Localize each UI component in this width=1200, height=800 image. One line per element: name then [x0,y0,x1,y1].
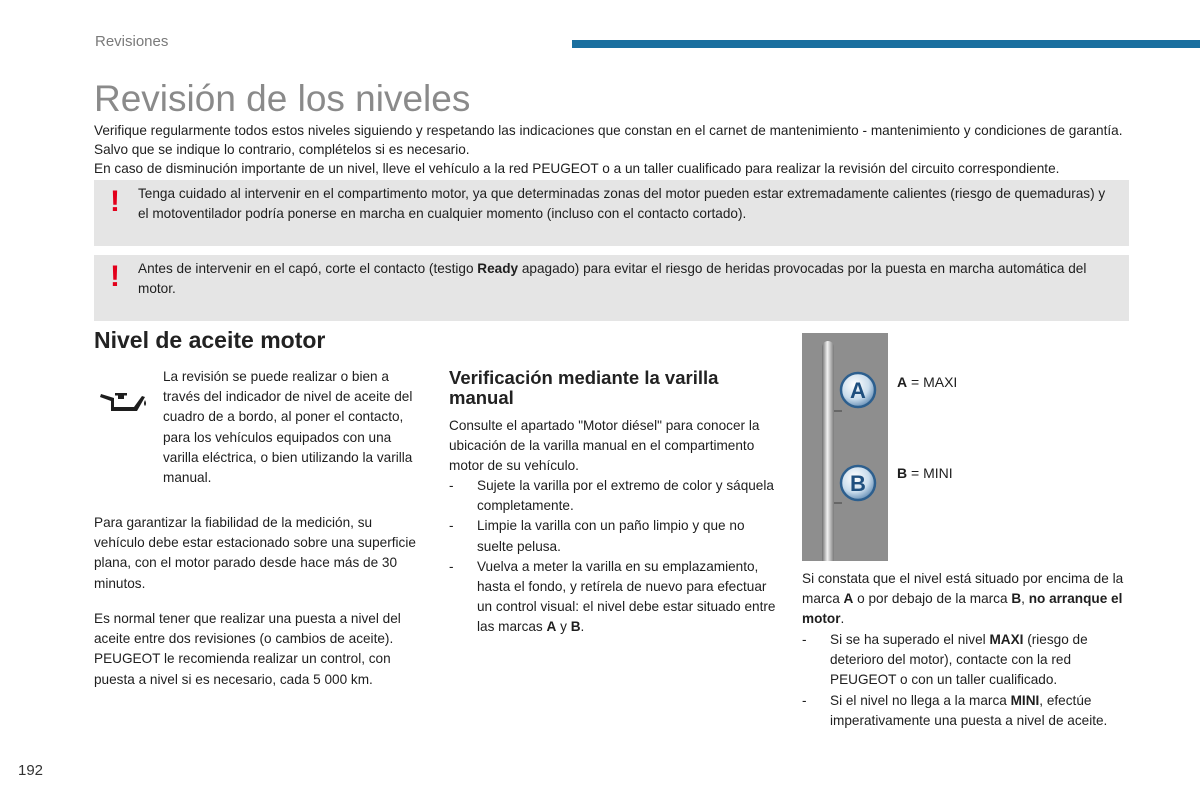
warning-text [138,259,1109,299]
intro-block [94,121,1134,178]
mark-b: B [1011,591,1022,607]
level-text-comma: , [1021,591,1029,607]
label-b-letter: B [897,465,908,481]
step-text-mid: y [556,619,571,635]
label-b-value: = MINI [907,465,953,481]
dipstick-intro: Consulte el apartado "Motor diésel" para conocer la ubicación de la varilla manual en el compartimento motor de su vehículo. [449,418,760,474]
marker-b-letter: B [850,471,866,496]
oil-paragraph-3: Es normal tener que realizar una puesta a nivel del aceite entre dos revisiones (o cambios de aceite). PEUGEOT le recomienda realizar un control, con puesta a nivel si es necesario, cada 5 000 km. [94,611,401,687]
header-accent-bar [572,40,1200,48]
item-text [830,632,1088,687]
dipstick-figure [802,333,888,561]
label-a-letter: A [897,374,908,390]
level-text-mid: o por debajo de la marca [853,591,1012,607]
do-not-start-warning: no arranque el motor [802,591,1123,627]
label-mini [897,465,953,481]
warning-icon: ! [110,185,120,218]
oil-paragraph-2: Para garantizar la fiabilidad de la medición, su vehículo debe estar estacionado sobre una superficie plana, con el motor parado desde hace más de 30 minutos. [94,515,416,591]
list-item [802,630,1132,691]
warning-text-start: Antes de intervenir en el capó, corte el contacto (testigo [138,261,478,276]
section-label: Revisiones [95,33,169,50]
label-maxi [897,374,957,390]
warning-text-end: apagado) para evitar el riesgo de heridas provocadas por la puesta en marcha automática del motor. [138,261,1087,296]
oil-can-icon [98,387,148,415]
level-text-end: . [840,611,845,627]
warning-icon: ! [110,260,120,293]
mark-a: A [546,619,557,635]
oil-paragraph-1: La revisión se puede realizar o bien a través del indicador de nivel de aceite del cuadro de a bordo, al poner el contacto, para los vehículos equipados con una varilla eléctrica, o bien utilizando la varilla manual. [163,369,413,486]
list-item [449,516,779,556]
dash-bullet: - [802,632,807,647]
step-text-start: Vuelva a meter la varilla en su emplazamiento, hasta el fondo, y retírela de nuevo para efectuar un control visual: el nivel debe estar situado entre las marcas [477,558,776,635]
list-item [449,557,779,638]
step-text-end: . [580,619,585,635]
dipstick-steps [449,476,779,638]
maxi-label: MAXI [989,632,1024,647]
list-item [449,476,779,516]
label-a-value: = MAXI [907,374,958,390]
dash-bullet: - [449,518,454,534]
dash-bullet: - [802,692,807,708]
page-number: 192 [18,762,44,779]
level-actions-list [802,630,1132,731]
warning-box-ignition [94,255,1129,321]
item-text-start: Si el nivel no llega a la marca [830,692,1011,708]
step-text [477,559,776,635]
ready-label: Ready [477,261,519,276]
item-text-end: (riesgo de deterioro del motor), contacte con la red PEUGEOT o con un taller cualificado. [830,632,1088,688]
dash-bullet: - [449,478,454,493]
mark-a: A [843,591,854,607]
step-text: Limpie la varilla con un paño limpio y que no suelte pelusa. [477,518,745,554]
warning-text: Tenga cuidado al intervenir en el compartimento motor, ya que determinadas zonas del motor pueden estar extremadamente calientes (riesgo de quemaduras) y el motoventilador podría ponerse en marcha en cualquier momento (incluso con el contacto cortado). [138,186,1106,221]
dash-bullet: - [449,558,454,574]
intro-paragraph-2: En caso de disminución importante de un nivel, lleve el vehículo a la red PEUGEOT o a un taller cualificado para realizar la revisión del circuito correspondiente. [94,161,1060,176]
marker-a-badge [841,373,875,407]
item-text [830,693,1107,728]
list-item [802,691,1132,731]
item-text-end: , efectúe imperativamente una puesta a nivel de aceite. [830,692,1108,728]
mark-b: B [570,619,581,635]
dipstick-heading: Verificación mediante la varilla manual [449,367,719,408]
step-text: Sujete la varilla por el extremo de color y sáquela completamente. [477,478,774,514]
oil-level-heading: Nivel de aceite motor [94,327,326,353]
intro-paragraph-1: Verifique regularmente todos estos niveles siguiendo y respetando las indicaciones que constan en el carnet de mantenimiento - mantenimiento y condiciones de garantía. Salvo que se indique lo contrario, complételos si es necesario. [94,123,1123,157]
level-text-start: Si constata que el nivel está situado por encima de la marca [802,571,1124,607]
marker-b-badge [841,466,875,500]
level-paragraph [802,569,1132,630]
item-text-start: Si se ha superado el nivel [830,632,990,647]
warning-box-hot-engine [94,180,1129,246]
page-title: Revisión de los niveles [94,78,471,119]
marker-a-letter: A [850,378,866,403]
mini-label: MINI [1010,692,1040,708]
